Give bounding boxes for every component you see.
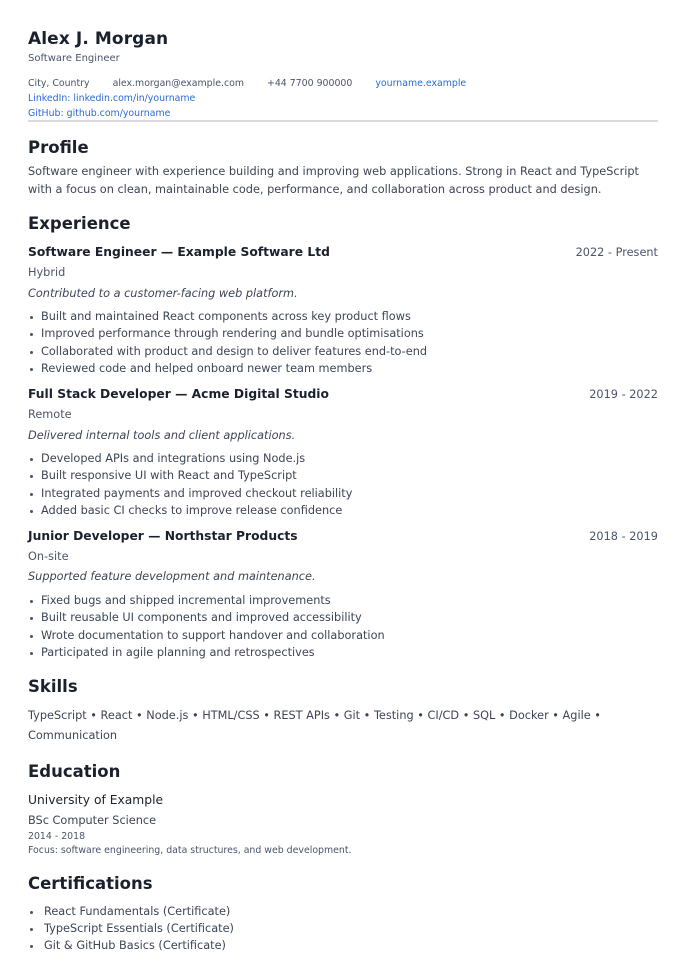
candidate-title: Software Engineer xyxy=(28,53,120,64)
job-dates: 2019 - 2022 xyxy=(589,388,658,401)
section-heading-skills: Skills xyxy=(28,677,78,696)
contact-email: alex.morgan@example.com xyxy=(112,78,244,89)
candidate-name: Alex J. Morgan xyxy=(28,29,169,49)
job-work-mode: Hybrid xyxy=(28,266,66,279)
list-item: Built responsive UI with React and TypeScript xyxy=(28,467,352,484)
list-item: Git & GitHub Basics (Certificate) xyxy=(28,937,234,954)
list-item: Added basic CI checks to improve release confidence xyxy=(28,502,352,519)
job-summary: Contributed to a customer-facing web platform. xyxy=(28,287,298,300)
job-summary: Delivered internal tools and client applications. xyxy=(28,429,296,442)
list-item: Wrote documentation to support handover and collaboration xyxy=(28,627,385,644)
contact-github-link[interactable]: GitHub: github.com/yourname xyxy=(28,108,171,119)
list-item: Improved performance through rendering and bundle optimisations xyxy=(28,325,427,342)
contact-location: City, Country xyxy=(28,78,90,89)
contact-phone: +44 7700 900000 xyxy=(266,78,353,89)
section-heading-profile: Profile xyxy=(28,138,89,157)
list-item: Collaborated with product and design to deliver features end-to-end xyxy=(28,343,427,360)
job-summary: Supported feature development and maintenance. xyxy=(28,570,316,583)
section-heading-education: Education xyxy=(28,762,121,781)
list-item: TypeScript Essentials (Certificate) xyxy=(28,920,234,937)
header-divider xyxy=(28,120,658,122)
education-degree: BSc Computer Science xyxy=(28,814,157,827)
education-focus: Focus: software engineering, data structures, and web development. xyxy=(28,845,352,856)
list-item: Reviewed code and helped onboard newer team members xyxy=(28,360,427,377)
list-item: Participated in agile planning and retrospectives xyxy=(28,644,385,661)
section-heading-certifications: Certifications xyxy=(28,874,153,893)
job-title: Software Engineer — Example Software Ltd xyxy=(28,245,330,259)
job-bullets xyxy=(28,450,352,519)
job-title: Full Stack Developer — Acme Digital Studio xyxy=(28,387,329,401)
job-bullets xyxy=(28,592,385,661)
certifications-list xyxy=(28,903,234,954)
job-title: Junior Developer — Northstar Products xyxy=(28,529,298,543)
list-item: React Fundamentals (Certificate) xyxy=(28,903,234,920)
job-bullets xyxy=(28,308,427,377)
job-work-mode: Remote xyxy=(28,408,72,421)
list-item: Fixed bugs and shipped incremental improvements xyxy=(28,592,385,609)
job-work-mode: On-site xyxy=(28,550,69,563)
profile-summary: Software engineer with experience building and improving web applications. Strong in React and TypeScript with a focus on clean, maintainable code, performance, and collaboration across product and design. xyxy=(28,165,639,196)
contact-line xyxy=(28,76,658,121)
contact-linkedin-link[interactable]: LinkedIn: linkedin.com/in/yourname xyxy=(28,93,196,104)
list-item: Built and maintained React components across key product flows xyxy=(28,308,427,325)
education-school: University of Example xyxy=(28,793,164,807)
list-item: Integrated payments and improved checkout reliability xyxy=(28,485,352,502)
list-item: Built reusable UI components and improved accessibility xyxy=(28,609,385,626)
skills-list: TypeScript • React • Node.js • HTML/CSS • REST APIs • Git • Testing • CI/CD • SQL • Docker • Agile • Communication xyxy=(28,709,601,742)
job-dates: 2018 - 2019 xyxy=(589,530,658,543)
section-heading-experience: Experience xyxy=(28,214,131,233)
contact-website-link[interactable]: yourname.example xyxy=(375,78,467,89)
job-dates: 2022 - Present xyxy=(575,246,658,259)
list-item: Developed APIs and integrations using Node.js xyxy=(28,450,352,467)
education-dates: 2014 - 2018 xyxy=(28,831,86,842)
